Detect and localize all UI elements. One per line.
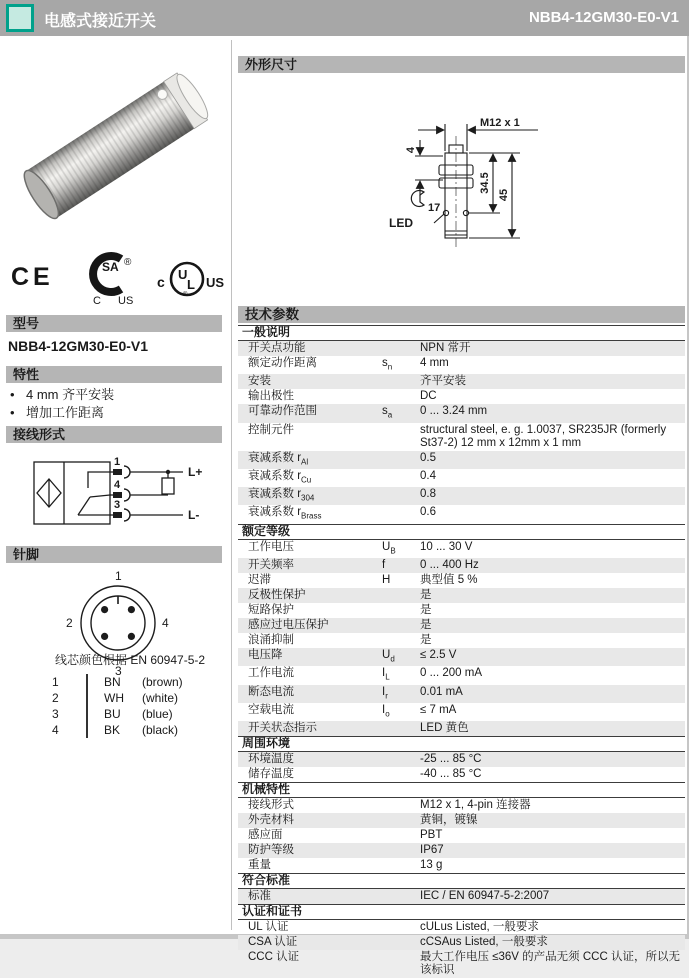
section-header-tech: 技术参数	[238, 306, 685, 323]
wire-code: BN	[104, 675, 121, 689]
wire-number: 4	[52, 723, 59, 737]
spec-value: M12 x 1, 4-pin 连接器	[420, 799, 531, 812]
spec-label: 开关状态指示	[248, 722, 317, 735]
feature-item	[10, 404, 114, 422]
spec-row	[238, 341, 685, 356]
spec-row	[238, 858, 685, 873]
spec-row	[238, 935, 685, 950]
spec-value: structural steel, e. g. 1.0037, SR235JR (formerly St37-2) 12 mm x 12mm x 1 mm	[420, 423, 667, 449]
pin-number-label: 1	[114, 456, 121, 468]
wire-row	[0, 690, 231, 706]
spec-value: PBT	[420, 829, 443, 842]
product-photo	[5, 44, 227, 249]
feature-text: 增加工作距离	[26, 405, 105, 420]
spec-value: 最大工作电压 ≤36V 的产品无须 CCC 认证，所以无该标识	[420, 951, 680, 977]
spec-row	[238, 666, 685, 684]
spec-row	[238, 404, 685, 422]
csa-sa-label: SA	[102, 260, 119, 274]
spec-row	[238, 648, 685, 666]
spec-value: cULus Listed, 一般要求	[420, 921, 539, 934]
spec-row	[238, 423, 685, 451]
spec-symbol	[382, 890, 420, 903]
spec-symbol	[382, 814, 420, 827]
spec-row	[238, 558, 685, 573]
spec-symbol	[382, 506, 420, 522]
spec-symbol	[382, 424, 420, 450]
bullet-icon: •	[10, 387, 15, 402]
spec-symbol	[382, 829, 420, 842]
spec-symbol	[382, 619, 420, 632]
brand-square-icon	[6, 4, 34, 32]
spec-row	[238, 487, 685, 505]
csa-registered-label: ®	[124, 257, 132, 268]
spec-symbol: H	[382, 574, 391, 587]
spec-row	[238, 813, 685, 828]
spec-symbol: $I_r$	[382, 685, 388, 700]
spec-value: 4 mm	[420, 357, 449, 369]
spec-symbol: $I_o$	[382, 703, 390, 719]
feature-text: 4 mm 齐平安装	[26, 387, 115, 402]
wrench-size-label: 17	[428, 202, 441, 214]
spec-row	[238, 703, 685, 721]
spec-symbol	[382, 753, 420, 766]
spec-symbol	[382, 342, 420, 355]
spec-value: IP67	[420, 844, 444, 857]
wiring-diagram	[20, 448, 230, 540]
led-label: LED	[389, 216, 413, 230]
spec-section-title: 符合标准	[238, 873, 685, 889]
spec-label: 衰减系数 $r_{Cu}$	[248, 469, 312, 485]
spec-symbol: $U_d$	[382, 649, 395, 664]
spec-value: 黄铜，镀镍	[420, 814, 478, 827]
ce-mark-icon	[10, 258, 60, 294]
spec-label: 外壳材料	[248, 814, 294, 827]
spec-label: 环境温度	[248, 753, 294, 766]
wire-code: WH	[104, 691, 124, 705]
spec-row	[238, 798, 685, 813]
spec-label: 感应面	[248, 829, 283, 842]
spec-row	[238, 843, 685, 858]
spec-value: 0.6	[420, 506, 436, 519]
spec-label: 可靠动作范围	[248, 405, 317, 418]
total-length-label: 45	[498, 188, 510, 202]
spec-symbol	[382, 936, 420, 949]
supply-plus-label: L+	[188, 465, 203, 479]
spec-value: cCSAus Listed, 一般要求	[420, 936, 548, 949]
spec-row	[238, 920, 685, 935]
ul-l-label: L	[187, 277, 195, 292]
spec-row	[238, 685, 685, 703]
column-divider	[231, 40, 232, 930]
wire-color-name: (brown)	[142, 675, 183, 689]
spec-section-title: 一般说明	[238, 325, 685, 341]
spec-symbol	[382, 722, 420, 735]
spec-row	[238, 540, 685, 558]
spec-symbol	[382, 390, 420, 403]
wire-color-table	[0, 674, 231, 738]
spec-value: 0.01 mA	[420, 685, 463, 698]
spec-label: CCC 认证	[248, 951, 300, 964]
page-title: 电感式接近开关	[44, 13, 157, 30]
spec-symbol	[382, 375, 420, 388]
dimension-drawing	[238, 90, 685, 302]
wire-code: BK	[104, 723, 121, 737]
bullet-icon: •	[10, 405, 15, 420]
spec-label: 防护等级	[248, 844, 294, 857]
feature-item	[10, 386, 114, 404]
nut-dimension-label: 4	[405, 146, 417, 154]
ul-registered-label: ®	[183, 292, 188, 298]
spec-symbol	[382, 452, 420, 468]
spec-value: 是	[420, 619, 432, 632]
spec-label: 断态电流	[248, 685, 294, 698]
spec-row	[238, 356, 685, 374]
spec-value: -25 ... 85 °C	[420, 753, 482, 766]
spec-symbol	[382, 844, 420, 857]
spec-value: ≤ 2.5 V	[420, 649, 457, 662]
spec-value: LED 黄色	[420, 722, 469, 735]
wire-code: BU	[104, 707, 121, 721]
spec-label: 反极性保护	[248, 589, 306, 602]
spec-row	[238, 618, 685, 633]
section-header-connection: 接线形式	[6, 426, 222, 443]
thread-dimension-label: M12 x 1	[480, 117, 520, 129]
spec-section-title: 周围环境	[238, 736, 685, 752]
spec-row	[238, 505, 685, 523]
spec-value: 0 ... 3.24 mm	[420, 405, 488, 418]
wire-row	[0, 674, 231, 690]
spec-label: 电压降	[248, 649, 283, 662]
spec-value: 是	[420, 604, 432, 617]
spec-value: 0.4	[420, 469, 436, 482]
spec-symbol	[382, 921, 420, 934]
wire-number: 2	[52, 691, 59, 705]
spec-row	[238, 889, 685, 904]
wire-number: 1	[52, 675, 59, 689]
spec-label: 接线形式	[248, 799, 294, 812]
spec-label: 控制元件	[248, 423, 294, 436]
spec-value: 是	[420, 634, 432, 647]
csa-mark-icon	[76, 250, 142, 306]
spec-symbol: f	[382, 559, 386, 572]
spec-label: 额定动作距离	[248, 357, 317, 369]
wire-row	[0, 706, 231, 722]
spec-section-title: 认证和证书	[238, 904, 685, 920]
pin-number-label: 4	[114, 479, 121, 491]
spec-row	[238, 721, 685, 736]
feature-list	[10, 386, 114, 422]
spec-label: 开关点功能	[248, 342, 306, 354]
spec-section-title: 额定等级	[238, 524, 685, 540]
ul-us-label: US	[206, 275, 225, 290]
pin-number-label: 3	[114, 499, 121, 511]
spec-label: CSA 认证	[248, 936, 298, 949]
wire-color-name: (black)	[142, 723, 179, 737]
spec-symbol	[382, 799, 420, 812]
spec-symbol: $U_B$	[382, 540, 396, 556]
spec-value: 0 ... 200 mA	[420, 667, 483, 680]
spec-row	[238, 588, 685, 603]
spec-row	[238, 573, 685, 588]
spec-value: NPN 常开	[420, 342, 471, 354]
spec-label: 迟滞	[248, 574, 271, 587]
spec-label: 感应过电压保护	[248, 619, 329, 632]
ce-mark-label: CE	[11, 263, 54, 291]
spec-row	[238, 374, 685, 389]
spec-row	[238, 633, 685, 648]
spec-label: 储存温度	[248, 768, 294, 781]
spec-symbol	[382, 951, 420, 977]
spec-label: UL 认证	[248, 921, 289, 934]
spec-label: 衰减系数 $r_{Al}$	[248, 451, 309, 466]
spec-label: 标准	[248, 890, 271, 903]
header-bar	[0, 0, 689, 36]
pinout-bottom-label: 3	[115, 664, 122, 678]
wire-color-name: (white)	[142, 691, 179, 705]
csa-us-label: US	[118, 295, 134, 307]
supply-minus-label: L-	[188, 508, 200, 522]
spec-value: 0.8	[420, 488, 436, 501]
spec-label: 工作电流	[248, 667, 294, 680]
spec-symbol	[382, 470, 420, 486]
spec-label: 输出极性	[248, 390, 294, 403]
spec-row	[238, 469, 685, 487]
spec-symbol	[382, 859, 420, 872]
spec-row	[238, 389, 685, 404]
spec-value: 典型值 5 %	[420, 574, 478, 587]
header-part-number: NBB4-12GM30-E0-V1	[528, 9, 679, 26]
cul-mark-icon	[156, 258, 228, 302]
tech-table	[238, 325, 685, 978]
spec-row	[238, 950, 685, 978]
section-header-features: 特性	[6, 366, 222, 383]
spec-row	[238, 828, 685, 843]
spec-label: 空载电流	[248, 703, 294, 716]
spec-value: 齐平安装	[420, 375, 466, 388]
spec-label: 短路保护	[248, 604, 294, 617]
spec-row	[238, 451, 685, 469]
spec-label: 工作电压	[248, 540, 294, 553]
spec-value: IEC / EN 60947-5-2:2007	[420, 890, 550, 903]
spec-symbol: $s_n$	[382, 357, 393, 372]
spec-symbol	[382, 768, 420, 781]
spec-symbol	[382, 488, 420, 504]
section-header-pinout: 针脚	[6, 546, 222, 563]
wire-color-note: 线芯颜色根据 EN 60947-5-2	[55, 653, 206, 667]
spec-symbol: $I_L$	[382, 667, 390, 682]
ul-u-label: U	[178, 267, 188, 282]
body-length-label: 34.5	[479, 172, 491, 194]
pinout-top-label: 1	[115, 569, 122, 583]
spec-value: ≤ 7 mA	[420, 703, 457, 716]
spec-value: DC	[420, 390, 437, 403]
model-number: NBB4-12GM30-E0-V1	[8, 338, 149, 354]
wire-row	[0, 722, 231, 738]
wire-number: 3	[52, 707, 59, 721]
spec-value: 0 ... 400 Hz	[420, 559, 479, 572]
spec-value: 是	[420, 589, 432, 602]
spec-symbol	[382, 604, 420, 617]
spec-value: -40 ... 85 °C	[420, 768, 482, 781]
spec-section-title: 机械特性	[238, 782, 685, 798]
spec-label: 重量	[248, 859, 271, 872]
pinout-left-label: 2	[66, 616, 73, 630]
spec-value: 10 ... 30 V	[420, 540, 473, 553]
spec-label: 安装	[248, 375, 271, 388]
spec-row	[238, 752, 685, 767]
spec-row	[238, 767, 685, 782]
spec-label: 开关频率	[248, 559, 294, 572]
section-header-dimensions: 外形尺寸	[238, 56, 685, 73]
spec-label: 衰减系数 $r_{Brass}$	[248, 506, 322, 521]
pinout-right-label: 4	[162, 616, 169, 630]
spec-row	[238, 603, 685, 618]
wire-color-name: (blue)	[142, 707, 173, 721]
spec-value: 13 g	[420, 859, 443, 872]
spec-value: 0.5	[420, 451, 436, 464]
spec-label: 浪涌抑制	[248, 634, 294, 647]
csa-c-label: C	[93, 295, 101, 307]
spec-symbol: $s_a$	[382, 405, 393, 420]
section-header-model: 型号	[6, 315, 222, 332]
spec-label: 衰减系数 $r_{304}$	[248, 488, 315, 503]
ul-c-label: c	[157, 274, 165, 290]
spec-symbol	[382, 634, 420, 647]
spec-symbol	[382, 589, 420, 602]
